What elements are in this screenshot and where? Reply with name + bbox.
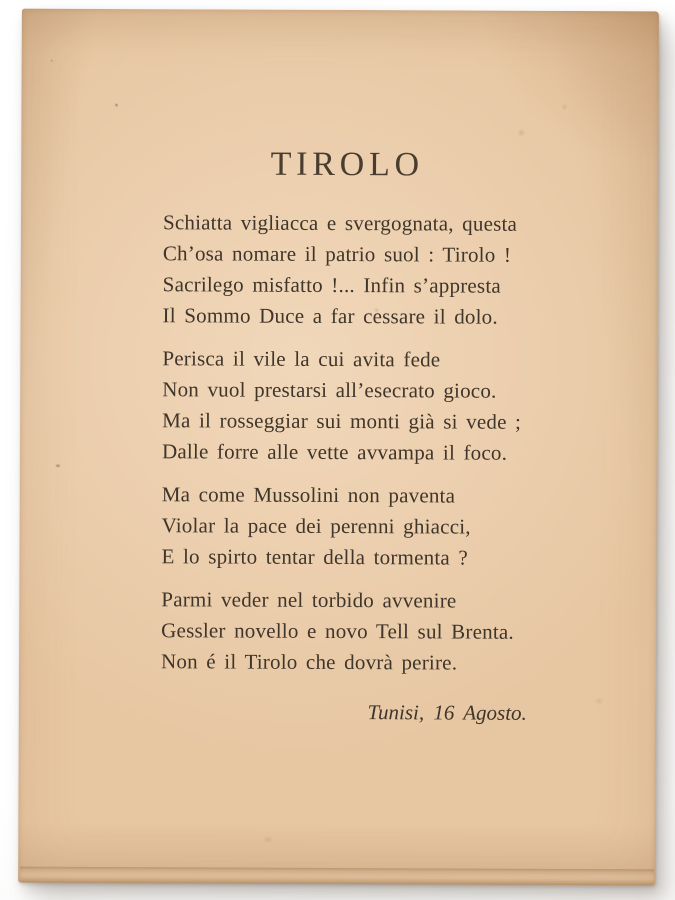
poem-line: Parmi veder nel torbido avvenire [161,587,457,613]
pamphlet-page [18,9,659,886]
stanza [162,343,531,469]
poem-line: Non vuol prestarsi all’esecrato gioco. [162,377,497,403]
poem-line: Gessler novello e novo Tell sul Brenta. [161,618,514,644]
poem-line: Il Sommo Duce a far cessare il dolo. [162,303,498,329]
stanza [163,207,532,333]
stanza [161,479,529,574]
poem-line: Ch’osa nomare il patrio suol : Tirolo ! [162,241,512,267]
poem-line: Dalle forre alle vette avvampa il foco. [161,439,508,465]
poem-line: Ma il rosseggiar sui monti già si vede ; [162,408,522,434]
poem-title: TIROLO [270,145,424,184]
poem-line: Violar la pace dei perenni ghiacci, [161,513,471,539]
poem-line: Non é il Tirolo che dovrà perire. [161,649,458,675]
poem-line: Ma come Mussolini non paventa [161,482,456,508]
page-stack-edge [20,867,654,886]
stanza [161,584,529,679]
printed-content [161,9,532,729]
poem-signature: Tunisi, 16 Agosto. [367,700,527,725]
poem-line: E lo spirto tentar della tormenta ? [161,544,468,570]
poem-line: Schiatta vigliacca e svergognata, questa [162,210,518,236]
poem-line: Sacrilego misfatto !... Infin s’appresta [162,272,501,298]
poem-line: Perisca il vile la cui avita fede [162,346,441,372]
poem-body [161,207,531,679]
